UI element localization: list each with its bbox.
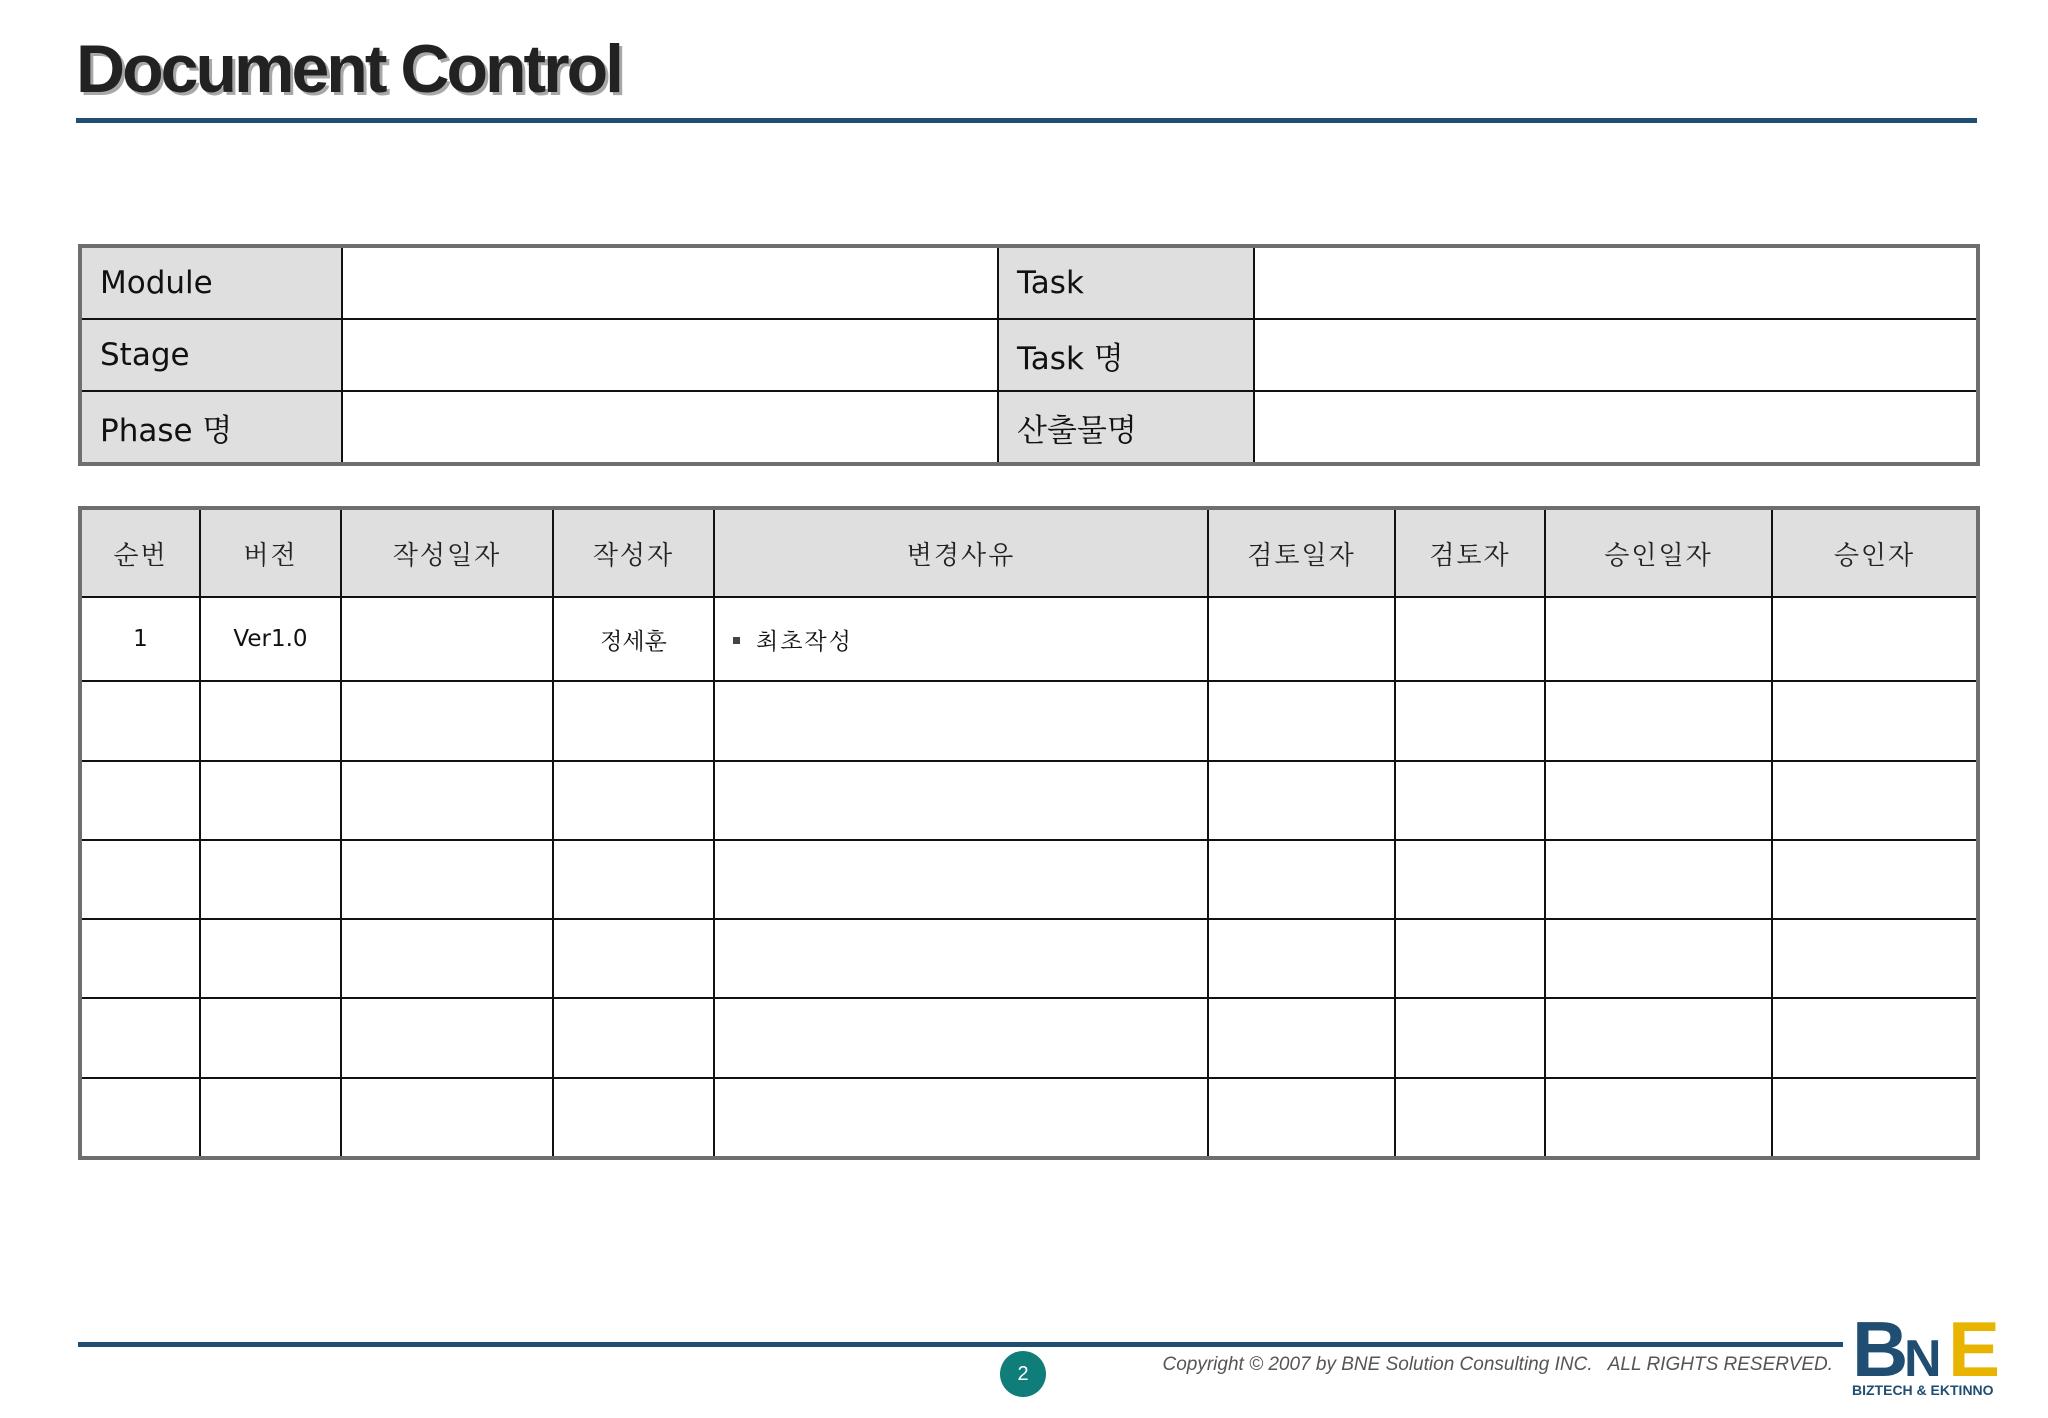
cell-date[interactable]	[341, 998, 553, 1077]
cell-author[interactable]	[553, 1078, 714, 1158]
cell-date[interactable]	[341, 840, 553, 919]
cell-version[interactable]	[200, 840, 341, 919]
cell-approve-date[interactable]	[1545, 597, 1772, 681]
cell-approve-date[interactable]	[1545, 919, 1772, 998]
value-stage[interactable]	[342, 319, 998, 391]
page-number-badge: 2	[1000, 1351, 1046, 1397]
cell-approve-date[interactable]	[1545, 681, 1772, 760]
cell-approver[interactable]	[1772, 761, 1978, 840]
header-approve-date: 승인일자	[1545, 508, 1772, 597]
cell-approver[interactable]	[1772, 998, 1978, 1077]
cell-seq[interactable]	[80, 919, 200, 998]
cell-date[interactable]	[341, 919, 553, 998]
cell-reviewer[interactable]	[1395, 840, 1545, 919]
cell-review-date[interactable]	[1208, 998, 1395, 1077]
cell-approve-date[interactable]	[1545, 1078, 1772, 1158]
cell-reviewer[interactable]	[1395, 919, 1545, 998]
header-date: 작성일자	[341, 508, 553, 597]
value-task-name[interactable]	[1254, 319, 1978, 391]
header-approver: 승인자	[1772, 508, 1978, 597]
cell-seq[interactable]	[80, 840, 200, 919]
cell-approver[interactable]	[1772, 597, 1978, 681]
cell-reason[interactable]	[714, 1078, 1208, 1158]
info-row-stage	[80, 319, 1978, 391]
company-logo	[1852, 1308, 2012, 1408]
header-author: 작성자	[553, 508, 714, 597]
cell-review-date[interactable]	[1208, 1078, 1395, 1158]
value-task[interactable]	[1254, 246, 1978, 319]
cell-approver[interactable]	[1772, 840, 1978, 919]
cell-author[interactable]	[553, 761, 714, 840]
value-module[interactable]	[342, 246, 998, 319]
cell-reason[interactable]	[714, 919, 1208, 998]
cell-author[interactable]	[553, 998, 714, 1077]
header-version: 버전	[200, 508, 341, 597]
cell-version[interactable]: Ver1.0	[200, 597, 341, 681]
cell-review-date[interactable]	[1208, 761, 1395, 840]
table-row	[80, 998, 1978, 1077]
bne-logo-icon	[1852, 1308, 2012, 1384]
cell-reviewer[interactable]	[1395, 597, 1545, 681]
cell-date[interactable]	[341, 597, 553, 681]
cell-reviewer[interactable]	[1395, 761, 1545, 840]
cell-reviewer[interactable]	[1395, 681, 1545, 760]
info-row-phase	[80, 391, 1978, 464]
cell-reviewer[interactable]	[1395, 1078, 1545, 1158]
footer-divider	[78, 1342, 1843, 1347]
cell-author[interactable]	[553, 681, 714, 760]
cell-date[interactable]	[341, 681, 553, 760]
title-divider	[76, 118, 1977, 123]
cell-reason[interactable]	[714, 597, 1208, 681]
document-info-table	[78, 244, 1980, 466]
cell-review-date[interactable]	[1208, 597, 1395, 681]
cell-reason[interactable]	[714, 761, 1208, 840]
label-task-name: Task 명	[998, 319, 1254, 391]
cell-approve-date[interactable]	[1545, 998, 1772, 1077]
cell-version[interactable]	[200, 1078, 341, 1158]
label-phase-name: Phase 명	[80, 391, 342, 464]
cell-seq[interactable]	[80, 681, 200, 760]
label-deliverable-name: 산출물명	[998, 391, 1254, 464]
cell-author[interactable]	[553, 919, 714, 998]
cell-version[interactable]	[200, 919, 341, 998]
label-stage: Stage	[80, 319, 342, 391]
header-seq: 순번	[80, 508, 200, 597]
header-reason: 변경사유	[714, 508, 1208, 597]
cell-seq[interactable]: 1	[80, 597, 200, 681]
cell-reviewer[interactable]	[1395, 998, 1545, 1077]
cell-approver[interactable]	[1772, 919, 1978, 998]
cell-author[interactable]: 정세훈	[553, 597, 714, 681]
label-task: Task	[998, 246, 1254, 319]
cell-version[interactable]	[200, 761, 341, 840]
cell-date[interactable]	[341, 1078, 553, 1158]
value-phase-name[interactable]	[342, 391, 998, 464]
cell-author[interactable]	[553, 840, 714, 919]
cell-seq[interactable]	[80, 998, 200, 1077]
table-row	[80, 1078, 1978, 1158]
header-review-date: 검토일자	[1208, 508, 1395, 597]
cell-reason-text: 최초작성	[756, 628, 853, 655]
cell-approve-date[interactable]	[1545, 761, 1772, 840]
value-deliverable-name[interactable]	[1254, 391, 1978, 464]
svg-text:B: B	[1852, 1308, 1903, 1384]
logo-subtitle: BIZTECH & EKTINNO	[1852, 1382, 1994, 1398]
cell-seq[interactable]	[80, 1078, 200, 1158]
cell-date[interactable]	[341, 761, 553, 840]
history-header-row	[80, 508, 1978, 597]
cell-version[interactable]	[200, 681, 341, 760]
cell-approver[interactable]	[1772, 681, 1978, 760]
table-row	[80, 840, 1978, 919]
table-row	[80, 597, 1978, 681]
page-title: Document Control	[76, 31, 622, 107]
cell-approve-date[interactable]	[1545, 840, 1772, 919]
cell-seq[interactable]	[80, 761, 200, 840]
info-row-module	[80, 246, 1978, 319]
table-row	[80, 681, 1978, 760]
svg-text:E: E	[1948, 1308, 2001, 1384]
cell-reason[interactable]	[714, 840, 1208, 919]
header-reviewer: 검토자	[1395, 508, 1545, 597]
copyright-notice: Copyright © 2007 by BNE Solution Consulting INC. ALL RIGHTS RESERVED.	[1162, 1354, 1833, 1375]
cell-review-date[interactable]	[1208, 681, 1395, 760]
table-row	[80, 761, 1978, 840]
label-module: Module	[80, 246, 342, 319]
cell-reason[interactable]	[714, 998, 1208, 1077]
bullet-icon	[733, 637, 740, 644]
cell-approver[interactable]	[1772, 1078, 1978, 1158]
cell-version[interactable]	[200, 998, 341, 1077]
revision-history-table	[78, 506, 1980, 1160]
svg-text:N: N	[1904, 1330, 1942, 1384]
table-row	[80, 919, 1978, 998]
cell-reason[interactable]	[714, 681, 1208, 760]
cell-review-date[interactable]	[1208, 919, 1395, 998]
cell-review-date[interactable]	[1208, 840, 1395, 919]
